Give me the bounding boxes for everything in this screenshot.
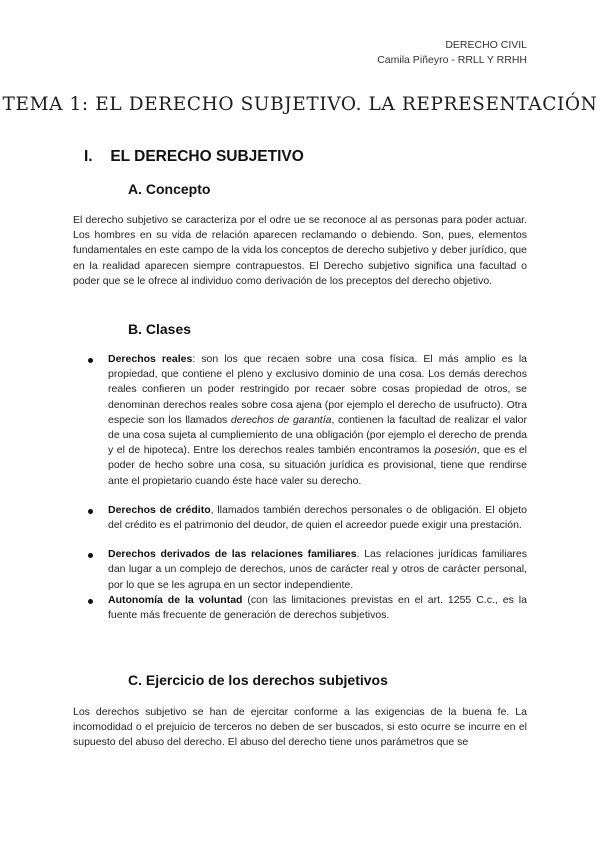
subheading-concepto bbox=[128, 181, 210, 197]
page-title: TEMA 1: EL DERECHO SUBJETIVO. LA REPRESENTACIÓN bbox=[2, 94, 598, 115]
header-author: Camila Piñeyro - RRLL Y RRHH bbox=[377, 54, 527, 66]
section-heading-main bbox=[84, 148, 304, 166]
clases-list bbox=[87, 352, 527, 623]
list-item-term: Derechos derivados de las relaciones familiares bbox=[108, 548, 357, 561]
bullet-icon bbox=[88, 553, 93, 558]
list-item-italic: derechos de garantía bbox=[230, 413, 332, 426]
section-title: EL DERECHO SUBJETIVO bbox=[110, 148, 304, 165]
list-item-text: : son los que recaen sobre una cosa física. El más amplio es la propiedad, que contiene el pleno y exclusivo dominio de una cosa. Los demás derechos reales confieren un poder restringido por recaer sobre cosas propiedad de otros, se denominan derechos reales sobre cosa ajena (por ejemplo el derecho de usufructo). Otra especie son los llamados bbox=[108, 353, 528, 426]
list-item-term: Derechos de crédito bbox=[108, 503, 211, 516]
subheading-clases bbox=[128, 321, 191, 337]
list-item bbox=[87, 547, 527, 593]
bullet-icon bbox=[88, 599, 93, 604]
section-number: I. bbox=[84, 148, 93, 165]
subheading-clases-text: B. Clases bbox=[128, 321, 192, 337]
list-item-text: , que es el poder de hecho sobre una cosa, su situación jurídica es provisional, tiene que rendirse ante el propietario cuando éste hace valer su derecho. bbox=[108, 444, 527, 487]
list-item-text: . Las relaciones jurídicas familiares dan lugar a un complejo de derechos, unos de carácter real y otros de carácter personal, por lo que se les agrupa en un sector independiente. bbox=[108, 548, 527, 591]
paragraph-concepto: El derecho subjetivo se caracteriza por el odre ue se reconoce al as personas para poder actuar. Los hombres en su vida de relación aparecen reclamando o debiendo. Son, pues, elementos fundamentales en este campo de la vida los conceptos de derecho subjetivo y deber jurídico, que en la realidad aparecen siempre contrapuestos. El Derecho subjetivo significa una facultad o poder que se le ofrece al individuo como derivación de los preceptos del derecho objetivo. bbox=[73, 214, 527, 287]
list-item bbox=[87, 503, 527, 533]
subheading-concepto-text: A. Concepto bbox=[128, 181, 211, 197]
header-course: DERECHO CIVIL bbox=[445, 39, 527, 51]
list-item-italic: posesión bbox=[434, 444, 477, 457]
list-item-text: (con las limitaciones previstas en el art. 1255 C.c., es la fuente más frecuente de generación de derechos subjetivos. bbox=[108, 593, 527, 622]
list-item bbox=[87, 593, 527, 623]
subheading-ejercicio-text: C. Ejercicio de los derechos subjetivos bbox=[128, 672, 388, 688]
list-item-text: , llamados también derechos personales o de obligación. El objeto del crédito es el patrimonio del deudor, de quien el acreedor puede exigir una prestación. bbox=[108, 503, 527, 532]
bullet-icon bbox=[88, 358, 93, 363]
paragraph-ejercicio: Los derechos subjetivo se han de ejercitar conforme a las exigencias de la buena fe. La incomodidad o el prejuicio de terceros no deben de ser buscados, si esto ocurre se incurre en el supuesto del abuso del derecho. El abuso del derecho tiene unos parámetros que se bbox=[73, 706, 527, 749]
list-item-term: Derechos reales bbox=[108, 353, 193, 365]
list-item-term: Autonomía de la voluntad bbox=[108, 593, 243, 606]
list-item-text: , contienen la facultad de realizar el valor de una cosa sujeta al cumpliemiento de una obligación (por ejemplo el derecho de prenda y el de hipoteca). Entre los derechos reales también encontramos la bbox=[108, 413, 527, 457]
bullet-icon bbox=[88, 509, 93, 514]
subheading-ejercicio bbox=[128, 672, 388, 688]
list-item bbox=[87, 352, 527, 489]
